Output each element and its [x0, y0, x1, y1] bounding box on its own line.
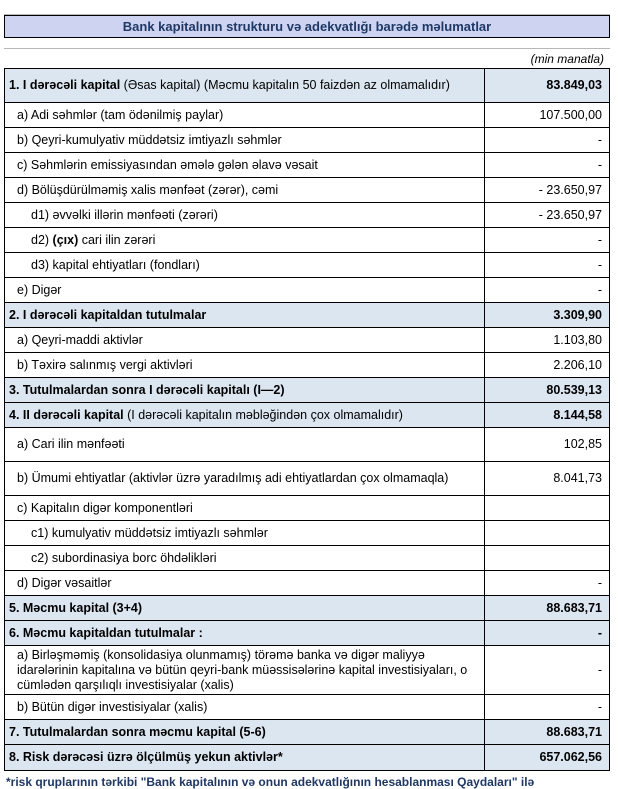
row-value-cell[interactable]: - — [597, 282, 602, 297]
table-row — [5, 403, 609, 428]
table-row — [5, 303, 609, 328]
row-value-cell[interactable]: 3.309,90 — [553, 307, 602, 322]
row-label-cell[interactable]: a) Qeyri-maddi aktivlər — [5, 328, 485, 352]
row-value-cell[interactable]: - — [597, 662, 602, 677]
capital-table-body — [5, 69, 609, 770]
row-label-cell[interactable]: c2) subordinasiya borc öhdəlikləri — [5, 546, 485, 570]
row-label-cell[interactable]: c1) kumulyativ müddətsiz imtiyazlı səhmlər — [5, 521, 485, 545]
row-value-cell[interactable]: - — [597, 575, 602, 590]
row-value-cell[interactable]: 8.144,58 — [553, 407, 602, 422]
row-label-cell[interactable]: 5. Məcmu kapital (3+4) — [5, 596, 485, 620]
table-row — [5, 353, 609, 378]
table-row — [5, 571, 609, 596]
row-label-cell[interactable]: b) Ümumi ehtiyatlar (aktivlər üzrə yaradılmış adi ehtiyatlardan çox olmamaqla) — [5, 462, 485, 495]
row-label-cell[interactable]: 8. Risk dərəcəsi üzrə ölçülmüş yekun aktivlər* — [5, 745, 485, 770]
table-row — [5, 428, 609, 462]
empty-grid-row — [4, 38, 610, 49]
footnote: *risk qruplarının tərkibi "Bank kapitalının və onun adekvatlığının hesablanması Qaydaları" ilə — [6, 775, 535, 789]
table-row — [5, 621, 609, 646]
unit-note: (min manatla) — [530, 52, 604, 66]
row-label-cell[interactable]: 4. II dərəcəli kapital (I dərəcəli kapitalın məbləğindən çox olmamalıdır) — [5, 403, 485, 427]
table-row — [5, 153, 609, 178]
table-row — [5, 695, 609, 720]
table-row — [5, 203, 609, 228]
row-value-cell[interactable]: - 23.650,97 — [538, 182, 602, 197]
table-row — [5, 720, 609, 745]
row-value-cell[interactable]: - — [597, 232, 602, 247]
empty-grid-row — [4, 4, 610, 15]
row-value-cell[interactable]: - — [597, 132, 602, 147]
table-row — [5, 546, 609, 571]
table-row — [5, 103, 609, 128]
row-label-cell[interactable]: a) Birləşməmiş (konsolidasiya olunmamış) törəmə banka və digər maliyyə idarələrinin kapitalına və bütün qeyri-bank müəssisələrinə kapital investisiyaları, o cümlədən qarşılıqlı investisiyalar (xalis) — [5, 646, 485, 694]
row-value-cell[interactable] — [485, 521, 609, 545]
row-label-cell[interactable]: d) Digər vəsaitlər — [5, 571, 485, 595]
table-row — [5, 278, 609, 303]
table-row — [5, 228, 609, 253]
table-row — [5, 328, 609, 353]
row-label-cell[interactable]: d1) əvvəlki illərin mənfəəti (zərəri) — [5, 203, 485, 227]
row-label-cell[interactable]: 6. Məcmu kapitaldan tutulmalar : — [5, 621, 485, 645]
row-value-cell[interactable]: 1.103,80 — [553, 332, 602, 347]
capital-table — [4, 68, 610, 771]
table-row — [5, 462, 609, 496]
row-value-cell[interactable]: 2.206,10 — [553, 357, 602, 372]
row-label-cell[interactable]: d) Bölüşdürülməmiş xalis mənfəət (zərər), cəmi — [5, 178, 485, 202]
row-value-cell[interactable]: - — [597, 625, 602, 640]
row-label-cell[interactable]: a) Adi səhmlər (tam ödənilmiş paylar) — [5, 103, 485, 127]
row-label-cell[interactable]: 2. I dərəcəli kapitaldan tutulmalar — [5, 303, 485, 327]
table-row — [5, 596, 609, 621]
row-value-cell[interactable]: 8.041,73 — [553, 471, 602, 486]
row-label-cell[interactable]: d3) kapital ehtiyatları (fondları) — [5, 253, 485, 277]
row-value-cell[interactable]: 88.683,71 — [546, 724, 602, 739]
table-row — [5, 128, 609, 153]
row-label-cell[interactable]: c) Səhmlərin emissiyasından əmələ gələn əlavə vəsait — [5, 153, 485, 177]
row-value-cell[interactable]: - — [597, 257, 602, 272]
report-title: Bank kapitalının strukturu və adekvatlığı barədə məlumatlar — [4, 15, 610, 38]
row-label-cell[interactable]: b) Bütün digər investisiyalar (xalis) — [5, 695, 485, 719]
row-value-cell[interactable]: 88.683,71 — [546, 600, 602, 615]
row-value-cell[interactable] — [485, 546, 609, 570]
row-value-cell[interactable]: 102,85 — [563, 437, 602, 452]
row-label-cell[interactable]: a) Cari ilin mənfəəti — [5, 428, 485, 461]
table-row — [5, 69, 609, 103]
row-label-cell[interactable]: c) Kapitalın digər komponentləri — [5, 496, 485, 520]
row-label-cell[interactable]: d2) (çıx) cari ilin zərəri — [5, 228, 485, 252]
row-value-cell[interactable]: 107.500,00 — [539, 107, 602, 122]
spreadsheet — [4, 4, 610, 789]
row-value-cell[interactable]: - — [597, 699, 602, 714]
table-row — [5, 496, 609, 521]
row-value-cell[interactable]: 80.539,13 — [546, 382, 602, 397]
row-label-cell[interactable]: b) Qeyri-kumulyativ müddətsiz imtiyazlı səhmlər — [5, 128, 485, 152]
table-row — [5, 178, 609, 203]
row-label-cell[interactable]: e) Digər — [5, 278, 485, 302]
row-value-cell[interactable]: - 23.650,97 — [538, 207, 602, 222]
table-row — [5, 521, 609, 546]
row-value-cell[interactable] — [485, 496, 609, 520]
table-row — [5, 745, 609, 770]
row-label-cell[interactable]: b) Təxirə salınmış vergi aktivləri — [5, 353, 485, 377]
row-value-cell[interactable]: - — [597, 157, 602, 172]
row-label-cell[interactable]: 7. Tutulmalardan sonra məcmu kapital (5-6) — [5, 720, 485, 744]
row-label-cell[interactable]: 1. I dərəcəli kapital (Əsas kapital) (Məcmu kapitalın 50 faizdən az olmamalıdır) — [5, 69, 485, 102]
table-row — [5, 253, 609, 278]
table-row — [5, 378, 609, 403]
row-label-cell[interactable]: 3. Tutulmalardan sonra I dərəcəli kapitalı (I—2) — [5, 378, 485, 402]
row-value-cell[interactable]: 657.062,56 — [539, 750, 602, 765]
table-row — [5, 646, 609, 695]
row-value-cell[interactable]: 83.849,03 — [546, 78, 602, 93]
